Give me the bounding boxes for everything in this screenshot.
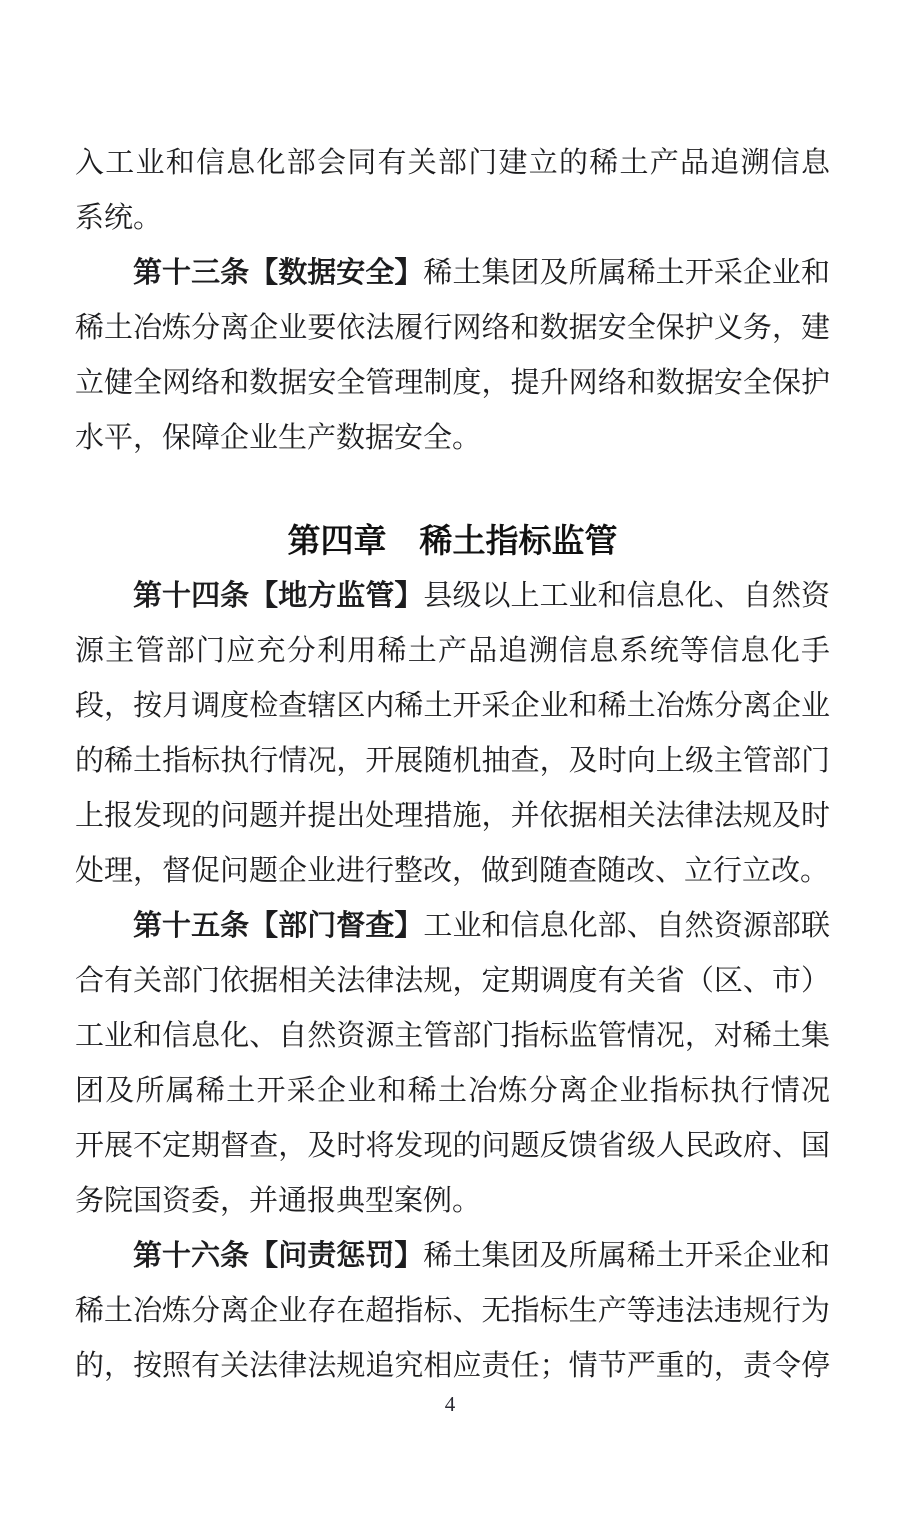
- article-text: 稀土集团及所属稀土开采企业和: [423, 1240, 830, 1272]
- text-line: 工业和信息化、自然资源主管部门指标监管情况，对稀土集: [75, 1020, 830, 1052]
- article-number: 第十五条: [133, 910, 250, 942]
- text-line: 合有关部门依据相关法律法规，定期调度有关省（区、市）: [75, 965, 830, 997]
- text-line: 的稀土指标执行情况，开展随机抽查，及时向上级主管部门: [75, 745, 830, 777]
- text-line: 入工业和信息化部会同有关部门建立的稀土产品追溯信息: [75, 147, 830, 179]
- text-line: 稀土冶炼分离企业要依法履行网络和数据安全保护义务，建: [75, 312, 830, 344]
- text-line: 源主管部门应充分利用稀土产品追溯信息系统等信息化手: [75, 635, 830, 667]
- text-line: 开展不定期督查，及时将发现的问题反馈省级人民政府、国: [75, 1130, 830, 1162]
- text-line: 稀土冶炼分离企业存在超指标、无指标生产等违法违规行为: [75, 1295, 830, 1327]
- text-line: [75, 246, 830, 301]
- text-line: [75, 899, 830, 954]
- text-line: 团及所属稀土开采企业和稀土冶炼分离企业指标执行情况: [75, 1075, 830, 1107]
- article-label: 【问责惩罚】: [249, 1240, 424, 1272]
- article-label: 【地方监管】: [249, 580, 424, 612]
- page-footer: [0, 1392, 900, 1417]
- text-line: 处理，督促问题企业进行整改，做到随查随改、立行立改。: [75, 855, 830, 887]
- text-line: 的，按照有关法律法规追究相应责任；情节严重的，责令停: [75, 1350, 830, 1382]
- text-line: 水平，保障企业生产数据安全。: [75, 422, 482, 454]
- article-15-paragraph: [75, 899, 830, 1229]
- text-line: 系统。: [75, 202, 163, 234]
- article-text: 工业和信息化部、自然资源部联: [423, 910, 830, 942]
- article-16-paragraph: [75, 1229, 830, 1394]
- document-body: [75, 136, 830, 1394]
- article-text: 县级以上工业和信息化、自然资: [423, 580, 830, 612]
- article-number: 第十六条: [133, 1240, 250, 1272]
- article-label: 【部门督查】: [249, 910, 424, 942]
- text-line: 务院国资委，并通报典型案例。: [75, 1185, 482, 1217]
- article-number: 第十四条: [133, 580, 250, 612]
- text-line: 立健全网络和数据安全管理制度，提升网络和数据安全保护: [75, 367, 830, 399]
- text-line: 上报发现的问题并提出处理措施，并依据相关法律法规及时: [75, 800, 830, 832]
- chapter-heading: 第四章 稀土指标监管: [287, 522, 618, 559]
- article-14-paragraph: [75, 569, 830, 899]
- article-13-paragraph: [75, 246, 830, 466]
- article-number: 第十三条: [133, 257, 250, 289]
- text-line: [75, 569, 830, 624]
- text-line: [75, 1229, 830, 1284]
- article-label: 【数据安全】: [249, 257, 424, 289]
- article-text: 稀土集团及所属稀土开采企业和: [423, 257, 830, 289]
- page-number: 4: [444, 1392, 456, 1416]
- text-line: 段，按月调度检查辖区内稀土开采企业和稀土冶炼分离企业: [75, 690, 830, 722]
- paragraph-continuation: [75, 136, 830, 246]
